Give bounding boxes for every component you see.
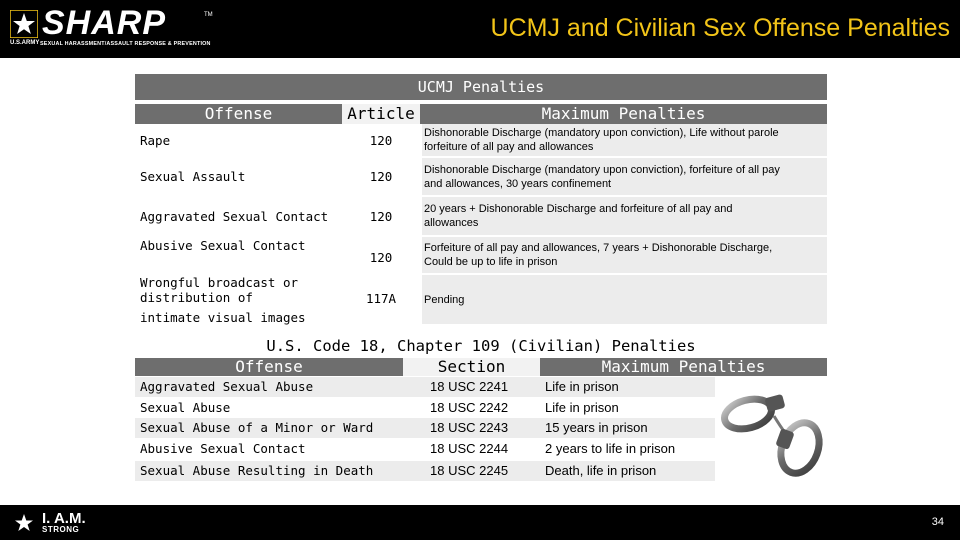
article-cell: 120 — [369, 249, 393, 265]
penalty-cell: 2 years to life in prison — [545, 441, 676, 456]
ucmj-header-article: Article — [342, 104, 420, 124]
table-row — [135, 461, 715, 481]
table-row — [135, 377, 715, 397]
brand-name: SHARP — [42, 4, 167, 42]
offense-cell: Abusive Sexual Contact — [140, 441, 306, 456]
penalty-cell — [422, 158, 827, 195]
table-row — [135, 398, 715, 418]
table-row — [135, 275, 827, 324]
usc-header-penalties: Maximum Penalties — [540, 358, 827, 376]
section-cell: 18 USC 2245 — [430, 463, 509, 478]
handcuffs-image — [716, 386, 828, 486]
table-row — [135, 418, 715, 438]
penalty-line: Could be up to life in prison — [424, 256, 558, 268]
slide-header — [0, 0, 960, 58]
sharp-logo — [8, 4, 218, 50]
section-cell: 18 USC 2242 — [430, 400, 509, 415]
offense-cell: Sexual Abuse Resulting in Death — [140, 463, 374, 478]
penalty-line: and allowances, 30 years confinement — [424, 177, 612, 190]
penalty-cell — [422, 197, 827, 235]
offense-cell: Sexual Abuse of a Minor or Ward — [140, 420, 374, 435]
penalty-cell — [422, 124, 827, 156]
usc-header-offense: Offense — [135, 358, 403, 376]
brand-subtitle: SEXUAL HARASSMENT/ASSAULT RESPONSE & PREVENTION — [40, 41, 211, 47]
penalty-line: Pending — [424, 293, 465, 306]
ucmj-header-penalties: Maximum Penalties — [420, 104, 827, 124]
army-label: U.S.ARMY — [10, 40, 40, 46]
penalty-line: allowances — [424, 217, 479, 229]
table-row — [135, 197, 827, 235]
trademark: TM — [204, 12, 213, 18]
section-cell: 18 USC 2241 — [430, 379, 509, 394]
army-star-icon — [12, 513, 36, 533]
iam-strong-logo: I. A.M. — [42, 510, 86, 527]
penalty-cell — [422, 237, 827, 273]
ucmj-table-title: UCMJ Penalties — [135, 74, 827, 100]
penalty-line: 20 years + Dishonorable Discharge and forfeiture of all pay and — [424, 203, 733, 215]
table-row — [135, 237, 827, 273]
penalty-cell: Life in prison — [545, 400, 619, 415]
page-number: 34 — [931, 516, 944, 528]
penalty-cell — [422, 275, 827, 324]
offense-cell: Abusive Sexual Contact — [140, 238, 306, 253]
strong-label: STRONG — [42, 525, 80, 534]
offense-line: Wrongful broadcast or — [140, 275, 299, 290]
army-star-icon — [10, 10, 38, 38]
offense-cell: Sexual Abuse — [140, 400, 231, 415]
offense-cell: Aggravated Sexual Contact — [140, 208, 329, 224]
section-cell: 18 USC 2244 — [430, 441, 509, 456]
penalty-cell: Life in prison — [545, 379, 619, 394]
penalty-cell: Death, life in prison — [545, 463, 657, 478]
usc-table-title: U.S. Code 18, Chapter 109 (Civilian) Penalties — [266, 337, 696, 355]
offense-line: distribution of — [140, 290, 253, 305]
offense-cell: Aggravated Sexual Abuse — [140, 379, 314, 394]
penalty-line: Dishonorable Discharge (mandatory upon conviction), Life without parole — [424, 127, 779, 139]
page-title: UCMJ and Civilian Sex Offense Penalties — [490, 14, 950, 42]
table-row — [135, 158, 827, 195]
penalty-cell: 15 years in prison — [545, 420, 648, 435]
slide-footer — [0, 505, 960, 540]
penalty-line: Forfeiture of all pay and allowances, 7 years + Dishonorable Discharge, — [424, 242, 773, 254]
article-cell: 120 — [369, 132, 393, 148]
article-cell: 120 — [369, 208, 393, 224]
table-row — [135, 439, 715, 459]
article-cell: 117A — [365, 290, 397, 306]
offense-cell: Sexual Assault — [140, 169, 246, 184]
ucmj-header-offense: Offense — [135, 104, 342, 124]
section-cell: 18 USC 2243 — [430, 420, 509, 435]
offense-cell — [140, 275, 340, 324]
article-cell: 120 — [369, 169, 393, 184]
penalty-line: Dishonorable Discharge (mandatory upon conviction), forfeiture of all pay — [424, 163, 780, 176]
penalty-line: forfeiture of all pay and allowances — [424, 141, 594, 153]
offense-cell: Rape — [140, 132, 171, 148]
offense-line: intimate visual images — [140, 310, 306, 325]
usc-header-section: Section — [403, 358, 540, 376]
table-row — [135, 124, 827, 156]
